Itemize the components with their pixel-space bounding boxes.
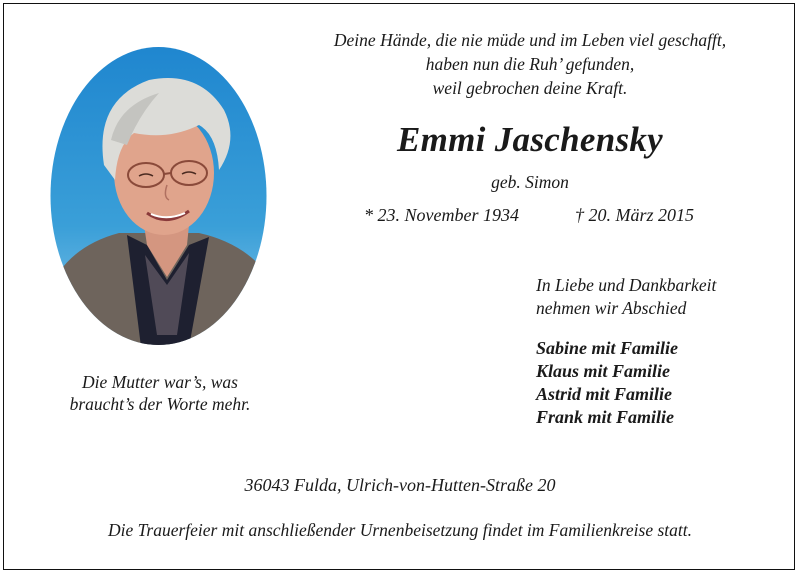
memorial-poem <box>290 28 770 100</box>
mourner-entry: Astrid mit Familie <box>536 384 673 404</box>
birth-name: geb. Simon <box>491 172 569 192</box>
ceremony-note: Die Trauerfeier mit anschließender Urnenbeisetzung findet im Familienkreise statt. <box>107 520 693 540</box>
portrait-photo <box>49 45 268 347</box>
family-address: 36043 Fulda, Ulrich-von-Hutten-Straße 20 <box>244 475 556 495</box>
farewell-line: In Liebe und Dankbarkeit <box>536 275 717 295</box>
birth-date: * 23. November 1934 <box>364 205 519 225</box>
mourner-entry: Frank mit Familie <box>536 407 675 427</box>
poem-line: weil gebrochen deine Kraft. <box>432 78 628 98</box>
mourner-entry: Klaus mit Familie <box>536 361 671 381</box>
farewell-text <box>536 274 716 320</box>
deceased-name: Emmi Jaschensky <box>396 120 664 159</box>
mourner-entry: Sabine mit Familie <box>536 338 679 358</box>
quote-line: braucht’s der Worte mehr. <box>69 394 251 414</box>
farewell-line: nehmen wir Abschied <box>536 298 687 318</box>
poem-line: haben nun die Ruh’ gefunden, <box>425 54 635 74</box>
death-date: † 20. März 2015 <box>575 205 695 225</box>
memorial-quote <box>40 371 280 415</box>
poem-line: Deine Hände, die nie müde und im Leben viel geschafft, <box>333 30 727 50</box>
quote-line: Die Mutter war’s, was <box>82 372 238 392</box>
mourners-list <box>536 337 678 429</box>
